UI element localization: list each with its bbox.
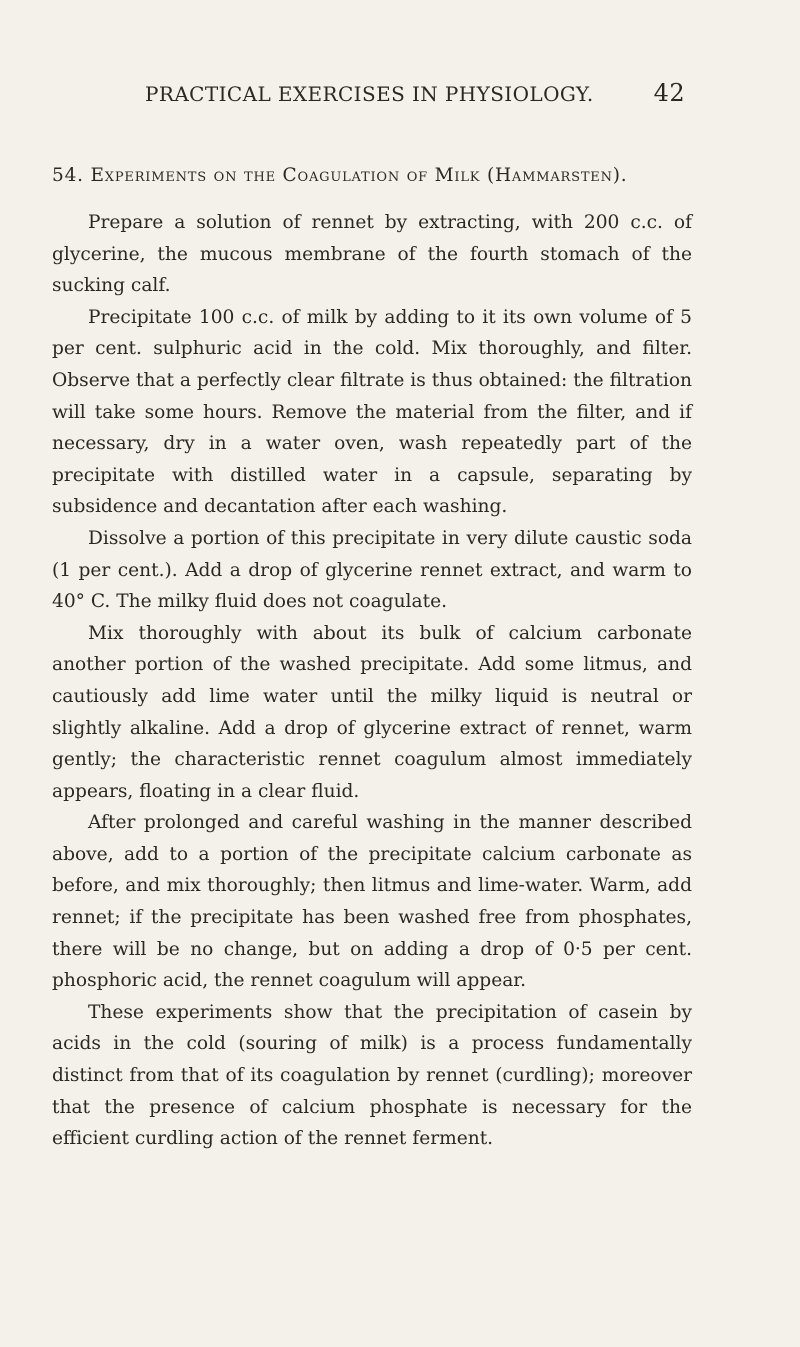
paragraph: Prepare a solution of rennet by extracting, with 200 c.c. of glycerine, the mucous membrane of the fourth stomach of the sucking calf. bbox=[52, 212, 692, 297]
body-text bbox=[52, 207, 692, 1155]
paragraph: After prolonged and careful washing in the manner described above, add to a portion of the precipitate calcium carbonate as before, and mix thoroughly; then litmus and lime-water. Warm, add rennet; if the precipitate has been washed free from phosphates, there will be no change, but on adding a drop of 0·5 per cent. phosphoric acid, the rennet coagulum will appear. bbox=[52, 812, 692, 992]
running-title: PRACTICAL EXERCISES IN PHYSIOLOGY. bbox=[145, 82, 594, 106]
page-number: 42 bbox=[653, 79, 685, 107]
running-head bbox=[145, 79, 685, 112]
paragraph: Dissolve a portion of this precipitate in very dilute caustic soda (1 per cent.). Add a drop of glycerine rennet extract, and warm to 40° C. The milky fluid does not coagulate. bbox=[52, 527, 692, 613]
paragraph: Precipitate 100 c.c. of milk by adding to it its own volume of 5 per cent. sulphuric acid in the cold. Mix thoroughly, and filter. Observe that a perfectly clear filtrate is thus obtained: the filtration will take some hours. Remove the material from the filter, and if necessary, dry in a water oven, wash repeatedly part of the precipitate with distilled water in a capsule, separating by subsidence and decantation after each washing. bbox=[52, 306, 692, 518]
paragraph: Mix thoroughly with about its bulk of calcium carbonate another portion of the washed precipitate. Add some litmus, and cautiously add lime water until the milky liquid is neutral or slightly alkaline. Add a drop of glycerine extract of rennet, warm gently; the characteristic rennet coagulum almost immediately appears, floating in a clear fluid. bbox=[52, 622, 692, 802]
paragraph: These experiments show that the precipitation of casein by acids in the cold (souring of milk) is a process fundamentally distinct from that of its coagulation by rennet (curdling); moreover that the presence of calcium phosphate is necessary for the efficient curdling action of the rennet ferment. bbox=[52, 1001, 692, 1150]
section-heading: 54. Experiments on the Coagulation of Milk (Hammarsten). bbox=[52, 165, 628, 186]
